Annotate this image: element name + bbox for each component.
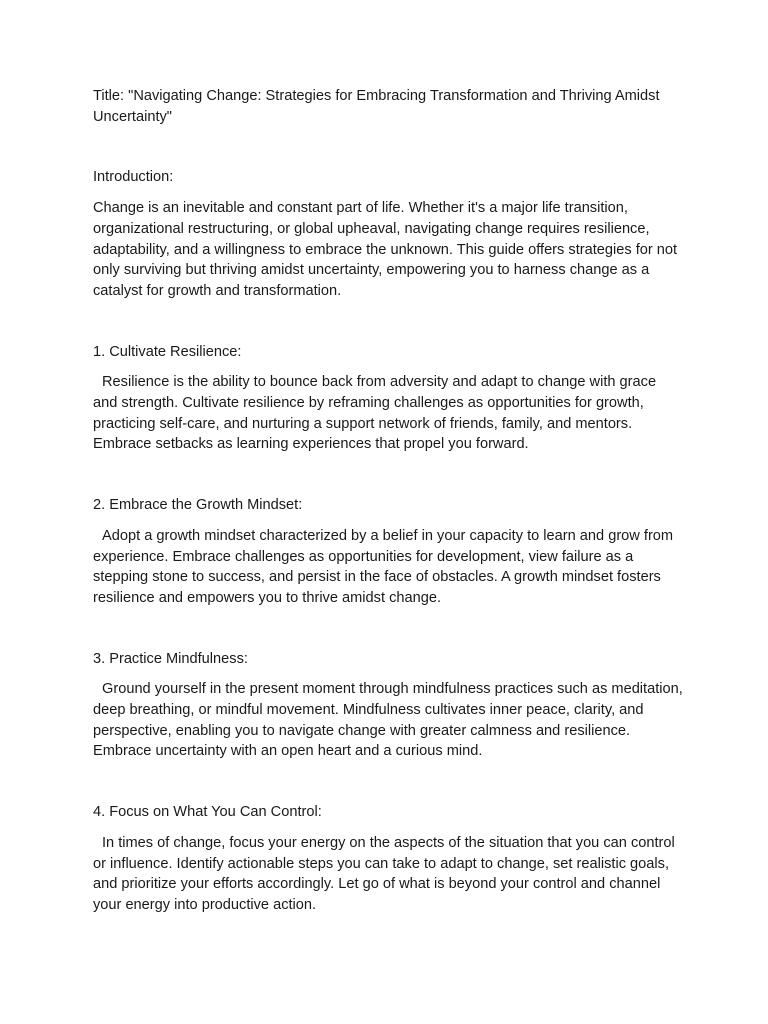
- section-body-mindfulness: Ground yourself in the present moment through mindfulness practices such as meditation, deep breathing, or mindful movement. Mindfulness cultivates inner peace, clarity, and perspective, enabling you to navigate change with greater calmness and resilience. Embrace uncertainty with an open heart and a curious mind.: [93, 681, 683, 760]
- document-page: [93, 86, 683, 916]
- introduction-body: Change is an inevitable and constant part of life. Whether it's a major life transition, organizational restructuring, or global upheaval, navigating change requires resilience, adaptability, and a willingness to embrace the unknown. This guide offers strategies for not only surviving but thriving amidst uncertainty, empowering you to harness change as a catalyst for growth and transformation.: [93, 200, 678, 299]
- section-heading-mindfulness: 3. Practice Mindfulness:: [93, 650, 248, 667]
- section-body-resilience: Resilience is the ability to bounce back from adversity and adapt to change with grace and strength. Cultivate resilience by reframing challenges as opportunities for growth, practicing self-care, and nurturing a support network of friends, family, and mentors. Embrace setbacks as learning experiences that propel you forward.: [93, 374, 657, 453]
- section-heading-control: 4. Focus on What You Can Control:: [93, 804, 322, 821]
- section-heading-resilience: 1. Cultivate Resilience:: [93, 343, 242, 360]
- section-body-control: In times of change, focus your energy on the aspects of the situation that you can control or influence. Identify actionable steps you can take to adapt to change, set realistic goals, and prioritize your efforts accordingly. Let go of what is beyond your control and channel your energy into productive action.: [93, 834, 675, 913]
- section-heading-growth-mindset: 2. Embrace the Growth Mindset:: [93, 497, 303, 514]
- section-body-growth-mindset: Adopt a growth mindset characterized by a belief in your capacity to learn and grow from experience. Embrace challenges as opportunities for development, view failure as a stepping stone to success, and persist in the face of obstacles. A growth mindset fosters resilience and empowers you to thrive amidst change.: [93, 527, 674, 606]
- document-title: Title: "Navigating Change: Strategies for Embracing Transformation and Thriving Amidst Uncertainty": [93, 88, 660, 125]
- introduction-heading: Introduction:: [93, 169, 174, 186]
